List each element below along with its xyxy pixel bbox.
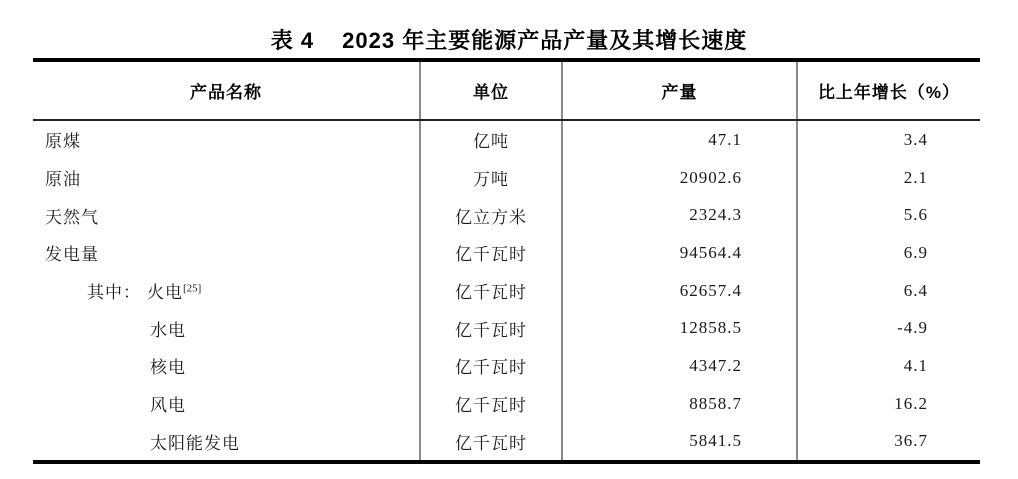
product-name-cell	[33, 196, 420, 234]
growth-cell: 5.6	[903, 205, 928, 225]
product-name: 风电	[150, 396, 186, 416]
growth-cell: 6.4	[903, 280, 928, 300]
table-label: 表 4	[270, 28, 315, 53]
header-product-name: 产品名称	[33, 60, 420, 120]
unit-cell: 亿千瓦时	[420, 385, 562, 423]
header-unit: 单位	[420, 60, 562, 120]
output-cell: 47.1	[562, 120, 797, 159]
output-cell: 94564.4	[562, 234, 797, 272]
product-name: 太阳能发电	[150, 433, 240, 453]
product-name: 水电	[150, 320, 186, 340]
growth-cell: 36.7	[894, 431, 928, 451]
product-name-cell	[33, 385, 420, 423]
output-cell: 4347.2	[562, 347, 797, 385]
product-name: 原煤	[45, 132, 81, 152]
output-cell: 2324.3	[562, 196, 797, 234]
unit-cell: 亿千瓦时	[420, 309, 562, 347]
header-growth: 比上年增长（%）	[797, 60, 980, 120]
product-name-cell	[33, 309, 420, 347]
product-name: 火电	[147, 283, 183, 303]
energy-products-table	[33, 58, 980, 464]
product-name: 天然气	[45, 207, 99, 227]
unit-cell: 亿立方米	[420, 196, 562, 234]
table-row	[33, 423, 980, 463]
product-name-cell	[33, 120, 420, 159]
unit-cell: 亿千瓦时	[420, 423, 562, 463]
growth-cell: 16.2	[894, 393, 928, 413]
unit-cell: 亿千瓦时	[420, 234, 562, 272]
unit-cell: 亿千瓦时	[420, 272, 562, 310]
product-name: 发电量	[45, 245, 99, 265]
growth-cell: 2.1	[903, 167, 928, 187]
unit-cell: 亿千瓦时	[420, 347, 562, 385]
table-row	[33, 272, 980, 310]
output-cell: 20902.6	[562, 159, 797, 197]
product-name-cell	[33, 347, 420, 385]
product-name-cell	[33, 423, 420, 463]
table-row	[33, 120, 980, 159]
table-row	[33, 234, 980, 272]
product-name-cell	[33, 234, 420, 272]
qizhong-prefix: 其中：	[87, 283, 141, 303]
table-title	[0, 24, 1018, 55]
product-name: 核电	[150, 358, 186, 378]
table-body	[33, 120, 980, 462]
table-row	[33, 196, 980, 234]
product-name-cell	[33, 159, 420, 197]
table-row	[33, 309, 980, 347]
product-name-cell	[33, 272, 420, 310]
footnote-ref: [25]	[183, 282, 202, 295]
unit-cell: 万吨	[420, 159, 562, 197]
table-title-text: 2023 年主要能源产品产量及其增长速度	[342, 28, 748, 53]
growth-cell: -4.9	[897, 318, 928, 338]
growth-cell: 4.1	[903, 355, 928, 375]
product-name: 原油	[45, 170, 81, 190]
growth-cell: 3.4	[903, 129, 928, 149]
output-cell: 5841.5	[562, 423, 797, 463]
header-row	[33, 60, 980, 120]
table-row	[33, 159, 980, 197]
growth-cell: 6.9	[903, 242, 928, 262]
table-row	[33, 347, 980, 385]
header-output: 产量	[562, 60, 797, 120]
output-cell: 12858.5	[562, 309, 797, 347]
table-row	[33, 385, 980, 423]
output-cell: 62657.4	[562, 272, 797, 310]
unit-cell: 亿吨	[420, 120, 562, 159]
output-cell: 8858.7	[562, 385, 797, 423]
